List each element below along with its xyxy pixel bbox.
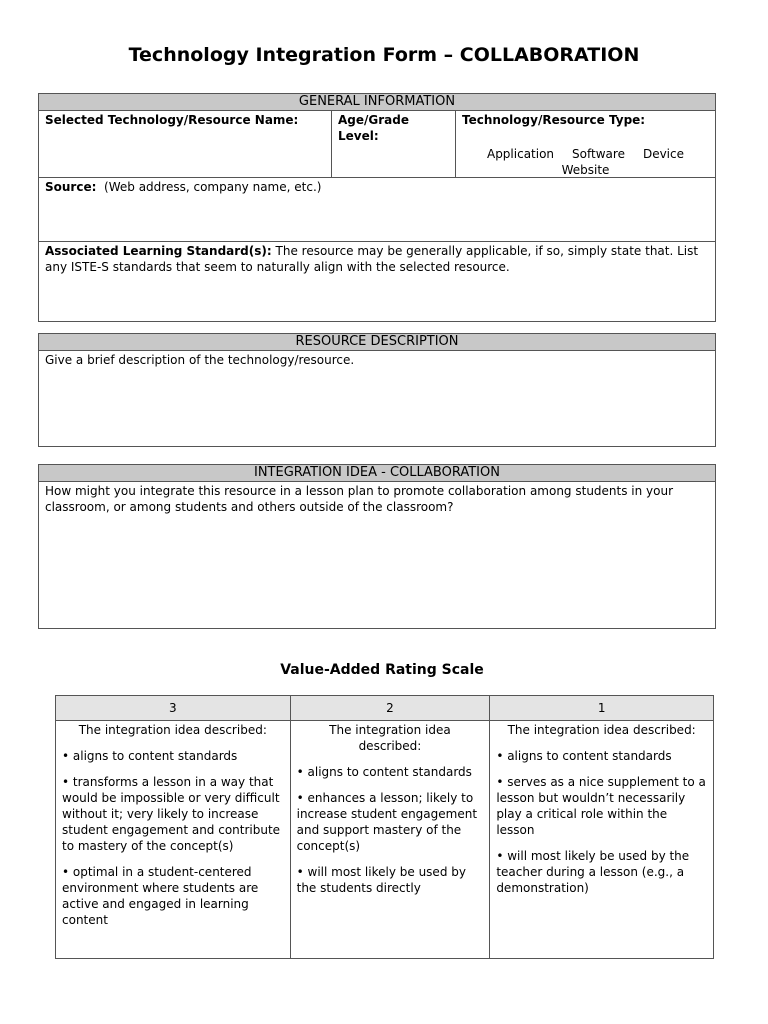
rating-cell-3 <box>56 721 291 959</box>
rating-criterion: • serves as a nice supplement to a lesson but wouldn’t necessarily play a critical role within the lesson <box>496 775 706 837</box>
rating-criterion: • optimal in a student-centered environment where students are active and engaged in learning content <box>62 865 259 927</box>
resource-description-prompt: Give a brief description of the technology/resource. <box>45 353 355 367</box>
resource-description-field[interactable] <box>39 351 715 369</box>
integration-idea-section <box>38 464 716 629</box>
general-information-section <box>38 93 716 322</box>
rating-criterion: • aligns to content standards <box>496 749 672 763</box>
rating-intro: The integration idea described: <box>507 723 696 737</box>
rating-scale-title: Value-Added Rating Scale <box>280 662 484 678</box>
learning-standards-hint: The resource may be generally applicable, if so, simply state that. List any ISTE-S standards that seem to naturally align with the selected resource. <box>45 244 699 274</box>
rating-cell-1 <box>490 721 714 959</box>
resource-type-label: Technology/Resource Type: <box>462 113 646 127</box>
type-option-software[interactable]: Software <box>572 147 625 161</box>
rating-criterion: • aligns to content standards <box>62 749 238 763</box>
rating-criterion: • will most likely be used by the students directly <box>296 865 466 895</box>
type-option-application[interactable]: Application <box>486 147 555 161</box>
age-grade-label: Age/Grade Level: <box>338 113 409 143</box>
rating-intro: The integration idea described: <box>329 723 451 753</box>
resource-description-header: RESOURCE DESCRIPTION <box>39 334 715 351</box>
age-grade-field[interactable] <box>332 111 456 177</box>
integration-idea-prompt: How might you integrate this resource in a lesson plan to promote collaboration among students in your classroom, or among students and others outside of the classroom? <box>45 484 674 514</box>
rating-scale-table <box>55 695 714 959</box>
rating-intro: The integration idea described: <box>78 723 267 737</box>
source-field[interactable] <box>39 178 715 242</box>
resource-name-field[interactable] <box>39 111 332 177</box>
rating-cell-2 <box>290 721 490 959</box>
rating-header-3: 3 <box>56 696 291 721</box>
type-option-website[interactable]: Website <box>561 163 610 177</box>
rating-header-2: 2 <box>290 696 490 721</box>
learning-standards-label: Associated Learning Standard(s): <box>45 244 272 258</box>
rating-header-1: 1 <box>490 696 714 721</box>
page-title: Technology Integration Form – COLLABORATION <box>128 44 640 66</box>
resource-type-field <box>456 111 715 177</box>
rating-criterion: • enhances a lesson; likely to increase student engagement and support mastery of the concept(s) <box>296 791 478 853</box>
learning-standards-field[interactable] <box>39 242 715 276</box>
general-information-header: GENERAL INFORMATION <box>39 94 715 111</box>
type-option-device[interactable]: Device <box>642 147 684 161</box>
resource-description-section <box>38 333 716 447</box>
rating-criterion: • aligns to content standards <box>296 765 472 779</box>
source-label: Source: <box>45 180 97 194</box>
integration-idea-header: INTEGRATION IDEA - COLLABORATION <box>39 465 715 482</box>
rating-criterion: • will most likely be used by the teacher during a lesson (e.g., a demonstration) <box>496 849 690 895</box>
integration-idea-field[interactable] <box>39 482 715 516</box>
source-hint: (Web address, company name, etc.) <box>104 180 322 194</box>
resource-name-label: Selected Technology/Resource Name: <box>45 113 299 127</box>
rating-criterion: • transforms a lesson in a way that would be impossible or very difficult without it; very likely to increase student engagement and contribute to mastery of the concept(s) <box>62 775 281 853</box>
